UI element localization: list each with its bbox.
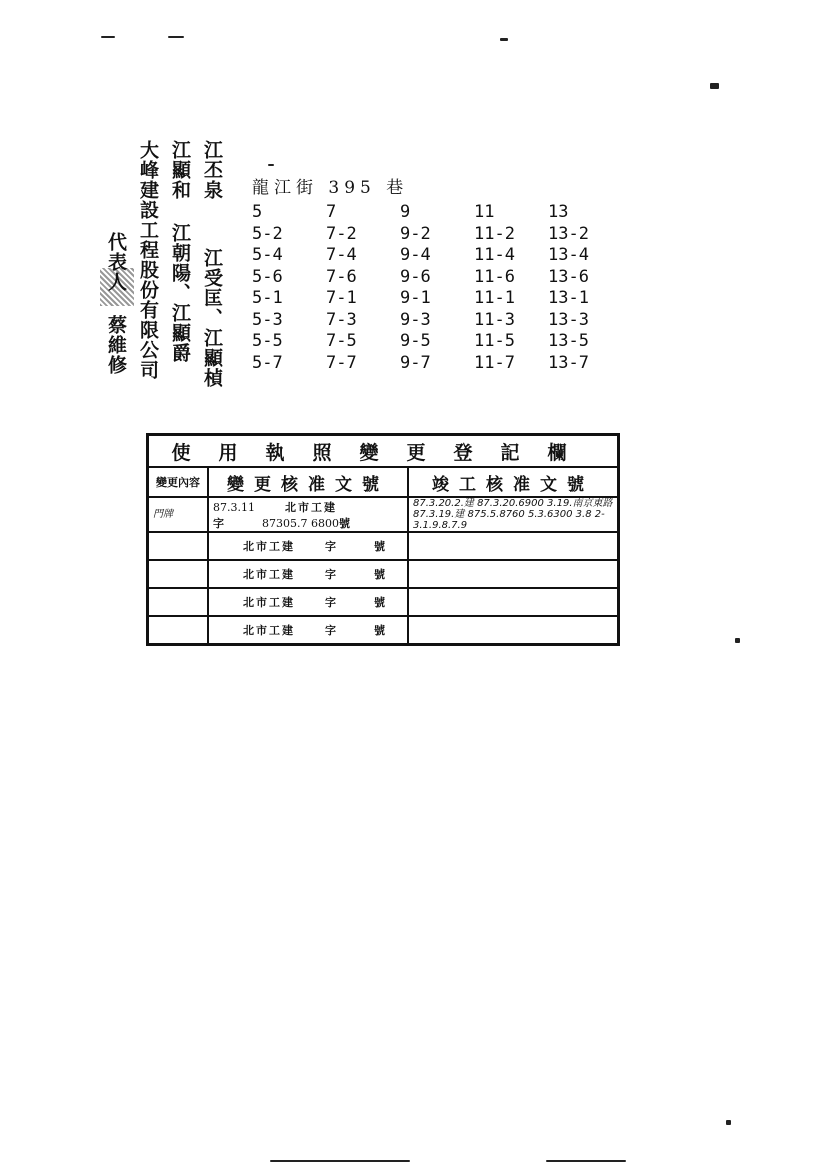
house-number: 9-7	[400, 352, 431, 373]
table-row	[148, 560, 619, 588]
house-number: 9-1	[400, 288, 431, 308]
approval-suf: 號	[374, 624, 385, 637]
house-number-grid	[252, 202, 622, 374]
house-number: 7-2	[326, 223, 357, 244]
house-number: 9-6	[400, 266, 431, 287]
house-number: 13-1	[548, 288, 589, 308]
header-change-approval: 變更核准文號	[208, 467, 408, 497]
completion-approval-cell	[408, 532, 619, 560]
house-number: 13-6	[548, 266, 589, 287]
house-number: 13-5	[548, 331, 589, 351]
scan-speck	[735, 638, 740, 643]
house-number: 9	[400, 202, 411, 222]
house-number: 11-1	[474, 288, 515, 308]
approval-mid: 字	[325, 568, 336, 581]
scan-speck	[546, 1160, 626, 1162]
house-number: 9-4	[400, 245, 431, 265]
house-number: 11	[474, 202, 495, 222]
completion-approval-cell	[408, 560, 619, 588]
change-content-cell	[148, 588, 209, 616]
change-approval-cell	[208, 588, 408, 616]
house-number: 11-7	[474, 352, 515, 373]
house-number: 13-2	[548, 223, 589, 244]
number-row	[252, 267, 622, 289]
approval-pre: 北市工建	[243, 624, 295, 637]
approval-suf: 號	[374, 568, 385, 581]
change-content-cell	[148, 560, 209, 588]
change-content-cell	[148, 616, 209, 645]
owner-name-col: 代表人 蔡維修	[105, 232, 127, 375]
approval-pre: 北市工建	[243, 540, 295, 553]
scan-speck	[726, 1120, 731, 1125]
street-address: 龍江街 395 巷	[252, 178, 409, 198]
header-change-content: 變更內容	[148, 467, 209, 497]
house-number: 11-3	[474, 309, 515, 330]
approval-pre: 北市工建	[285, 500, 337, 514]
house-number: 13-3	[548, 309, 589, 330]
owner-name-col: 大峰建設工程股份有限公司	[137, 140, 159, 380]
number-row	[252, 245, 622, 267]
scan-speck	[270, 1160, 410, 1162]
approval-mid: 字	[213, 516, 224, 530]
approval-mid: 字	[325, 596, 336, 609]
approval-pre: 北市工建	[243, 596, 295, 609]
house-number: 5	[252, 202, 263, 222]
approval-pre: 北市工建	[243, 568, 295, 581]
change-approval-cell	[208, 616, 408, 645]
house-number: 5-7	[252, 352, 283, 373]
table-row	[148, 497, 619, 532]
scan-speck	[710, 83, 719, 89]
scan-speck	[500, 38, 508, 41]
house-number: 9-3	[400, 309, 431, 330]
number-row	[252, 331, 622, 353]
table-title: 使用執照變更登記欄	[148, 435, 619, 468]
house-number: 11-6	[474, 266, 515, 287]
house-number: 5-6	[252, 266, 283, 287]
approval-suf: 號	[374, 540, 385, 553]
house-number: 9-5	[400, 331, 431, 351]
house-number: 5-1	[252, 288, 283, 308]
scan-speck	[168, 36, 184, 38]
number-row	[252, 202, 622, 224]
approval-mid: 字	[325, 540, 336, 553]
owner-name-col: 江顯和 江朝陽、江顯爵	[169, 140, 191, 363]
number-row	[252, 310, 622, 332]
house-number: 7-5	[326, 331, 357, 351]
approval-mid: 字	[325, 624, 336, 637]
change-content-cell: 門牌	[148, 497, 209, 532]
house-number: 7-1	[326, 288, 357, 308]
table-row	[148, 588, 619, 616]
house-number: 5-2	[252, 223, 283, 244]
table-row	[148, 532, 619, 560]
completion-approval-cell	[408, 588, 619, 616]
change-approval-cell	[208, 560, 408, 588]
completion-approval-cell	[408, 616, 619, 645]
house-number: 11-4	[474, 245, 515, 265]
house-number: 11-5	[474, 331, 515, 351]
number-row	[252, 288, 622, 310]
approval-num: 87305.7 6800	[262, 516, 339, 530]
house-number: 9-2	[400, 223, 431, 244]
completion-approval-cell: 87.3.20.2.建 87.3.20.6900 3.19.南京東路 87.3.19.建 875.5.8760 5.3.6300 3.8 2-3.1.9.8.7.9	[408, 497, 619, 532]
change-content-cell	[148, 532, 209, 560]
number-row	[252, 353, 622, 375]
house-number: 7	[326, 202, 337, 222]
house-number: 13	[548, 202, 569, 222]
approval-date: 87.3.11	[213, 500, 255, 514]
house-number: 7-4	[326, 245, 357, 265]
owner-name-col: 江受匡、江顯楨	[201, 248, 223, 388]
number-row	[252, 224, 622, 246]
change-approval-cell	[208, 497, 408, 532]
table-row	[148, 616, 619, 645]
scan-speck	[268, 164, 274, 166]
change-approval-cell	[208, 532, 408, 560]
house-number: 13-7	[548, 352, 589, 373]
approval-suf: 號	[374, 596, 385, 609]
house-number: 7-7	[326, 352, 357, 373]
approval-suf: 號	[338, 516, 350, 530]
house-number: 7-3	[326, 309, 357, 330]
owner-name-col: 江丕泉	[201, 140, 223, 200]
license-change-table	[146, 433, 620, 646]
house-number: 5-4	[252, 245, 283, 265]
house-number: 5-3	[252, 309, 283, 330]
house-number: 7-6	[326, 266, 357, 287]
house-number: 11-2	[474, 223, 515, 244]
scan-speck	[101, 36, 115, 38]
house-number: 5-5	[252, 331, 283, 351]
house-number: 13-4	[548, 245, 589, 265]
header-completion-approval: 竣工核准文號	[408, 467, 619, 497]
